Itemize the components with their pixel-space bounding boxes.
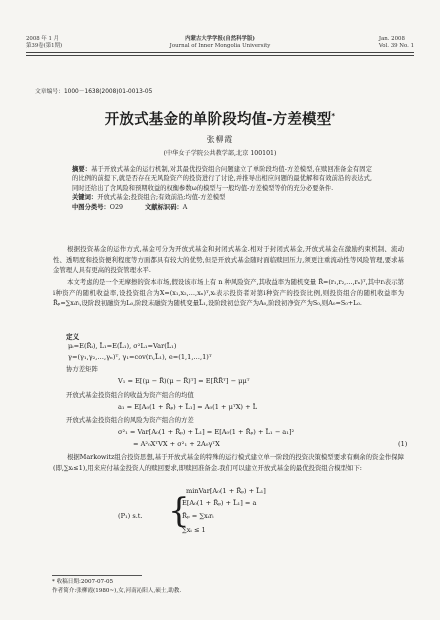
header-volume: 第39卷(第1期) (26, 43, 63, 49)
model-label: (P₁) s.t. (118, 512, 143, 520)
paper-title (0, 108, 440, 129)
risk-equation-1: σ²₁ = Var[A₀(1 + R̃ₚ) + L̃₁] = E[A₀(1 + R̃ₚ) + L̃₁ − a₁]² (118, 428, 295, 436)
abstract-label: 摘要： (72, 166, 92, 173)
header-rule-thin (26, 55, 414, 56)
keywords-text: 开放式基金;投资组合;有效前沿;均值-方差模型 (97, 194, 226, 202)
model-constraint-3: ∑xᵢ ≤ 1 (182, 526, 206, 534)
article-id: 文章编号：1000－1638(2008)01-0013-05 (35, 89, 153, 95)
definition-row-2: γ=(γ₁,γ₂,…,γₙ)ᵀ, γ₁=cov(rᵢ,L̃₁), e=(1,1,…,1)ᵀ (68, 353, 212, 361)
classification-value: O29 (109, 203, 123, 211)
header-date: 2008 年 1 月 (26, 36, 60, 42)
journal-date-en (379, 36, 414, 50)
journal-name-en: Journal of Inner Mongolia University (169, 43, 271, 49)
keywords-label: 关键词： (72, 194, 98, 202)
title-text: 开放式基金的单阶段均值-方差模型 (104, 112, 332, 128)
footnote-rule (52, 575, 142, 576)
title-footnote-mark: * (331, 112, 336, 121)
return-label: 开放式基金投资组合的收益为资产组合的均值 (66, 391, 194, 399)
body-paragraph-1: 根据投资基金的运作方式,基金可分为开放式基金和封闭式基金.相对于封闭式基金,开放式基金在激励约束机制、流动性、透明度和投资便利程度等方面都具有较大的优势,但是开放式基金随时面临赎回压力,须更注重流动性等风险管理,要求基金管理人具有更高的投资管理水平. (53, 245, 404, 275)
body-paragraph-2: 本文考虑的是一个无摩擦的资本市场,假设该市场上有 n 种风险资产,其收益率为随机变量 R̃=(r₁,r₂,…,rₙ)ᵀ,其中rᵢ表示第i种资产的随机收益率,设投资组合为X=(x₁,x₂,…,xₙ)ᵀ,xᵢ表示投资者对第i种资产的投资比例,则投资组合的随机收益率为R̃ₚ=∑xᵢrᵢ,设阶段初融资为L₀,阶段末融资为随机变量L̃₁,设阶段初总资产为A₀,阶段初净资产为S₀,则A₀=S₀+L₀. (53, 278, 404, 308)
definition-row-1: μᵢ=E(R̃ᵢ), L̄₁=E(L̃₁), σ²L₁=Var(L̃₁) (68, 342, 177, 350)
journal-name (0, 36, 440, 50)
body-paragraph-3: 根据Markowitz组合投资思想,基于开放式基金的特殊的运行模式建立单一阶段的投资决策模型要求有剩余的资金作保障(即,∑xᵢ≤1),用来应付基金投资人的赎回要求,即赎回准备金.我们可以建立开放式基金的最优投资组合模型如下: (53, 453, 404, 472)
return-equation: a₁ = E[A₀(1 + R̃ₚ) + L̃₁] = A₀(1 + μᵀX) + L̄ (118, 403, 258, 411)
risk-equation-2: = A²₀XᵀVX + σ²₁ + 2A₀γᵀX (133, 440, 220, 448)
doc-code-value: A (182, 203, 188, 211)
footnote-received: * 收稿日期:2007-07-05 (52, 579, 114, 585)
equation-number: (1) (398, 440, 408, 448)
header-rule (26, 52, 414, 53)
classification-label: 中图分类号： (72, 203, 110, 211)
model-objective: minVar[A₀(1 + R̃ₚ) + L̃₁] (186, 487, 266, 495)
model-constraint-2: R̃ₚ = ∑xᵢrᵢ (182, 512, 214, 520)
footnote-author: 作者简介:张柳霞(1980~),女,河南沁阳人,硕士,助教. (52, 588, 182, 594)
doc-code-label: 文献标识码： (145, 203, 183, 211)
journal-name-cn: 内蒙古大学学报(自然科学版) (185, 36, 255, 42)
author-name: 张柳霞 (206, 135, 234, 144)
covariance-equation: V₁ = E[(μ − R̃)(μ − R̃)ᵀ] = E[R̃R̃ᵀ] − μμᵀ (118, 377, 250, 385)
abstract-text: 基于开放式基金的运行机制,对其最优投资组合问题建立了单阶段均值-方差模型,在赎回准备金有固定的比例的前提下,就是否存在无风险资产的投资进行了讨论,并推导出相应问题的最优解和有效前沿的表达式,同时还给出了含风险和预期收益的权衡参数ω的模型与一般均值-方差模型等价的充分必要条件. (72, 166, 372, 192)
model-constraint-1: E[A₀(1 + R̃ₚ) + L̃₁] = a (182, 499, 257, 507)
definitions-heading: 定义 (66, 333, 80, 341)
model-brace: { (168, 491, 190, 531)
author-affiliation: (中华女子学院公共教学部,北京 100101) (163, 150, 277, 157)
covariance-label: 协方差矩阵 (66, 365, 98, 373)
keywords (72, 193, 372, 202)
header-date-en: Jan. 2008 (378, 36, 405, 42)
classification-row (72, 203, 372, 212)
abstract (72, 165, 372, 212)
risk-label: 开放式基金投资组合的风险为资产组合的方差 (66, 416, 194, 424)
header-volume-en: Vol. 39 No. 1 (378, 43, 414, 49)
